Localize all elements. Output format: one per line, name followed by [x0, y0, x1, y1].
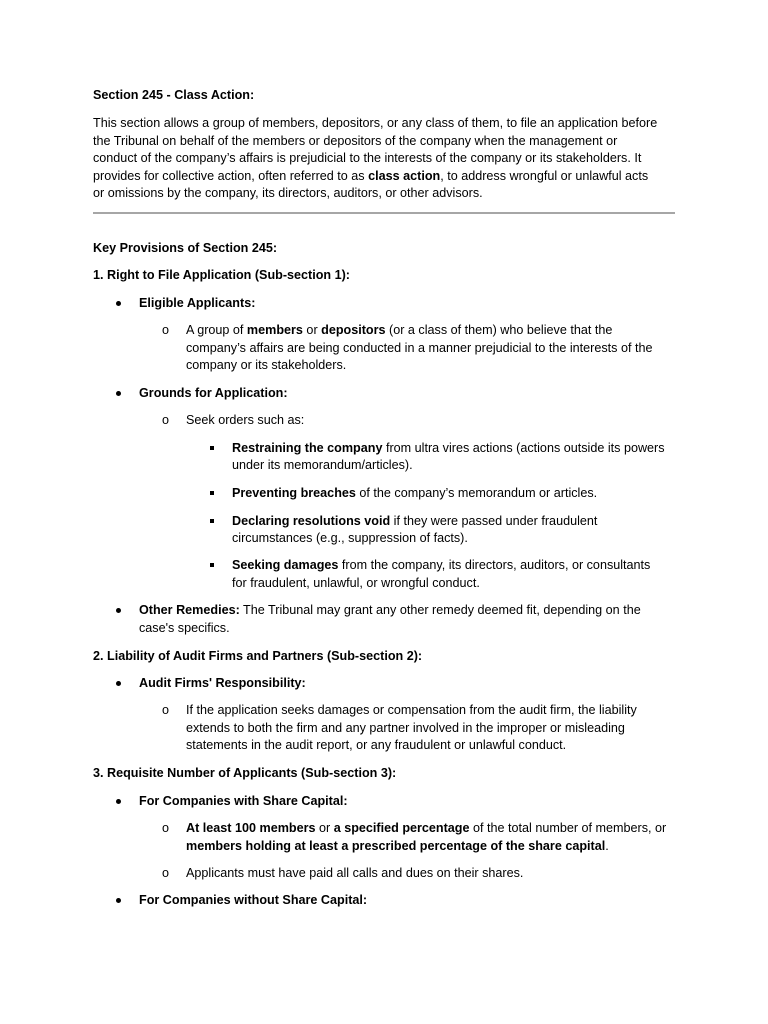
bullet-dot-icon — [116, 799, 121, 804]
bullet-circle-icon: o — [162, 703, 170, 717]
list-item-text: Applicants must have paid all calls and dues on their shares. — [186, 866, 524, 880]
bullet-circle-icon: o — [162, 323, 170, 337]
subsection-heading: 2. Liability of Audit Firms and Partners (Sub-section 2): — [93, 649, 423, 663]
bullet-circle-icon: o — [162, 413, 170, 427]
order-item: Declaring resolutions void if they were passed under fraudulent — [232, 514, 598, 528]
section-title: Section 245 - Class Action: — [93, 88, 255, 102]
intro-line: provides for collective action, often referred to as class action, to address wrongful or unlawful acts — [93, 169, 649, 183]
intro-line: conduct of the company’s affairs is prejudicial to the interests of the company or its stakeholders. It — [93, 151, 642, 165]
list-item-text: members holding at least a prescribed percentage of the share capital. — [186, 839, 609, 853]
list-item-text: case's specifics. — [139, 621, 230, 635]
order-item-cont: under its memorandum/articles). — [232, 458, 413, 472]
list-item-label: Audit Firms' Responsibility: — [139, 676, 306, 690]
list-item-label: Eligible Applicants: — [139, 296, 256, 310]
bullet-square-icon — [210, 446, 214, 450]
key-provisions-heading: Key Provisions of Section 245: — [93, 241, 278, 255]
list-item-text: Seek orders such as: — [186, 413, 305, 427]
order-item-cont: circumstances (e.g., suppression of facts). — [232, 531, 468, 545]
intro-line: or omissions by the company, its directors, auditors, or other advisors. — [93, 186, 483, 200]
list-item-text: If the application seeks damages or compensation from the audit firm, the liability — [186, 703, 637, 717]
bullet-dot-icon — [116, 608, 121, 613]
list-item-text: company’s affairs are being conducted in a manner prejudicial to the interests of the — [186, 341, 653, 355]
bullet-circle-icon: o — [162, 821, 170, 835]
order-item: Seeking damages from the company, its directors, auditors, or consultants — [232, 558, 651, 572]
bullet-dot-icon — [116, 898, 121, 903]
bullet-dot-icon — [116, 681, 121, 686]
subsection-heading: 1. Right to File Application (Sub-section 1): — [93, 268, 351, 282]
list-item-text: extends to both the firm and any partner involved in the improper or misleading — [186, 721, 625, 735]
order-item: Preventing breaches of the company’s memorandum or articles. — [232, 486, 598, 500]
bullet-dot-icon — [116, 301, 121, 306]
list-item-text: Other Remedies: The Tribunal may grant any other remedy deemed fit, depending on the — [139, 603, 641, 617]
list-item-label: For Companies with Share Capital: — [139, 794, 348, 808]
bullet-square-icon — [210, 563, 214, 567]
list-item-text: company or its stakeholders. — [186, 358, 347, 372]
list-item-text: At least 100 members or a specified percentage of the total number of members, or — [186, 821, 667, 835]
subsection-heading: 3. Requisite Number of Applicants (Sub-section 3): — [93, 766, 397, 780]
list-item-label: Grounds for Application: — [139, 386, 288, 400]
list-item-text: statements in the audit report, or any fraudulent or unlawful conduct. — [186, 738, 567, 752]
intro-line: This section allows a group of members, depositors, or any class of them, to file an application before — [93, 116, 658, 130]
bullet-circle-icon: o — [162, 866, 170, 880]
list-item-label: For Companies without Share Capital: — [139, 893, 368, 907]
horizontal-rule — [93, 212, 675, 214]
bullet-dot-icon — [116, 391, 121, 396]
bullet-square-icon — [210, 491, 214, 495]
order-item-cont: for fraudulent, unlawful, or wrongful conduct. — [232, 576, 480, 590]
order-item: Restraining the company from ultra vires actions (actions outside its powers — [232, 441, 665, 455]
intro-line: the Tribunal on behalf of the members or depositors of the company when the management or — [93, 134, 618, 148]
bullet-square-icon — [210, 519, 214, 523]
list-item-text: A group of members or depositors (or a class of them) who believe that the — [186, 323, 613, 337]
